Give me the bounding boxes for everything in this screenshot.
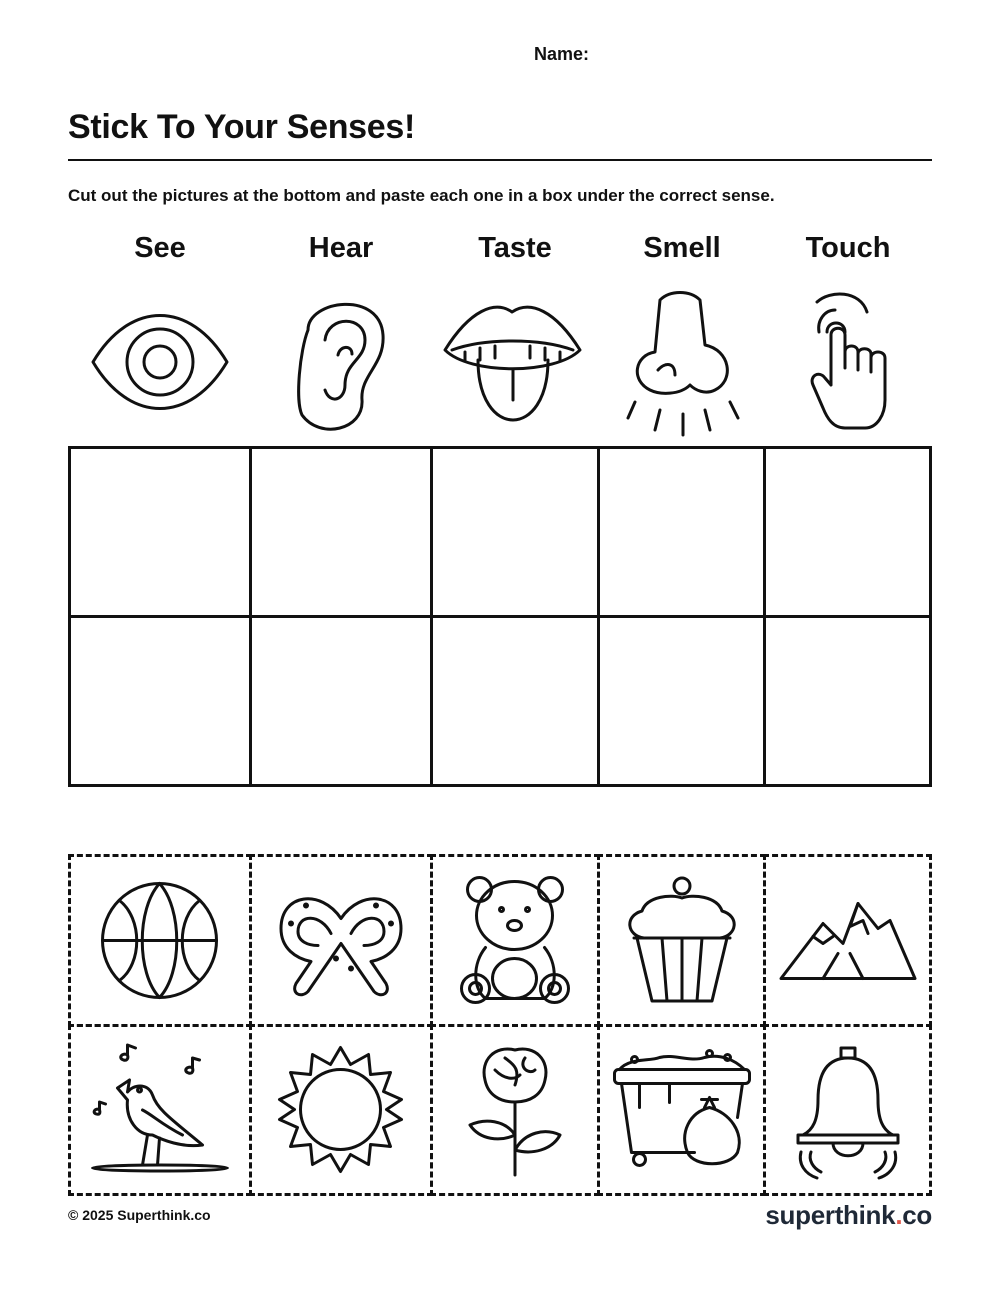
paste-box-touch-2[interactable] — [763, 615, 932, 787]
cutout-grid — [68, 854, 932, 1196]
page-title: Stick To Your Senses! — [68, 108, 416, 146]
name-label: Name: — [534, 44, 590, 64]
mountains-icon — [778, 898, 918, 983]
paste-box-see-1[interactable] — [68, 446, 252, 618]
sun-icon — [274, 1043, 409, 1178]
sense-label-touch: Touch — [805, 232, 891, 264]
paste-box-hear-2[interactable] — [249, 615, 433, 787]
paste-box-smell-2[interactable] — [597, 615, 766, 787]
cutout-trash-bin[interactable] — [597, 1024, 766, 1196]
cutout-rose[interactable] — [430, 1024, 600, 1196]
cutout-basketball[interactable] — [68, 854, 252, 1027]
basketball-icon — [98, 878, 223, 1003]
ringing-bell-icon — [793, 1040, 903, 1180]
cupcake-icon — [622, 876, 742, 1006]
pretzel-icon — [276, 883, 406, 998]
sense-label-smell: Smell — [643, 232, 721, 264]
cutout-pretzel[interactable] — [249, 854, 433, 1027]
paste-box-hear-1[interactable] — [249, 446, 433, 618]
brand-name: superthink — [765, 1200, 896, 1230]
brand-tld: co — [902, 1200, 932, 1230]
paste-box-see-2[interactable] — [68, 615, 252, 787]
sense-label-see: See — [134, 232, 186, 264]
paste-box-taste-2[interactable] — [430, 615, 600, 787]
paste-box-smell-1[interactable] — [597, 446, 766, 618]
teddy-bear-icon — [458, 873, 573, 1008]
nose-icon — [620, 290, 745, 440]
paste-box-taste-1[interactable] — [430, 446, 600, 618]
cutout-mountains[interactable] — [763, 854, 932, 1027]
brand-dot: . — [895, 1200, 903, 1230]
finger-touch-icon — [805, 290, 905, 435]
copyright-text: © 2025 Superthink.co — [68, 1207, 211, 1223]
cutout-ringing-bell[interactable] — [763, 1024, 932, 1196]
sense-label-hear: Hear — [308, 232, 374, 264]
cutout-teddy-bear[interactable] — [430, 854, 600, 1027]
paste-grid — [68, 446, 932, 787]
trash-bin-icon — [609, 1048, 754, 1173]
mouth-tongue-icon — [440, 290, 585, 435]
title-divider — [68, 159, 932, 161]
cutout-cupcake[interactable] — [597, 854, 766, 1027]
rose-icon — [460, 1040, 570, 1180]
singing-bird-icon — [88, 1040, 233, 1180]
eye-icon — [90, 290, 230, 430]
cutout-sun[interactable] — [249, 1024, 433, 1196]
paste-box-touch-1[interactable] — [763, 446, 932, 618]
cutout-singing-bird[interactable] — [68, 1024, 252, 1196]
brand-logo — [765, 1200, 932, 1231]
instructions: Cut out the pictures at the bottom and paste each one in a box under the correct sense. — [68, 186, 775, 205]
sense-label-taste: Taste — [478, 232, 552, 264]
ear-icon — [299, 304, 383, 429]
